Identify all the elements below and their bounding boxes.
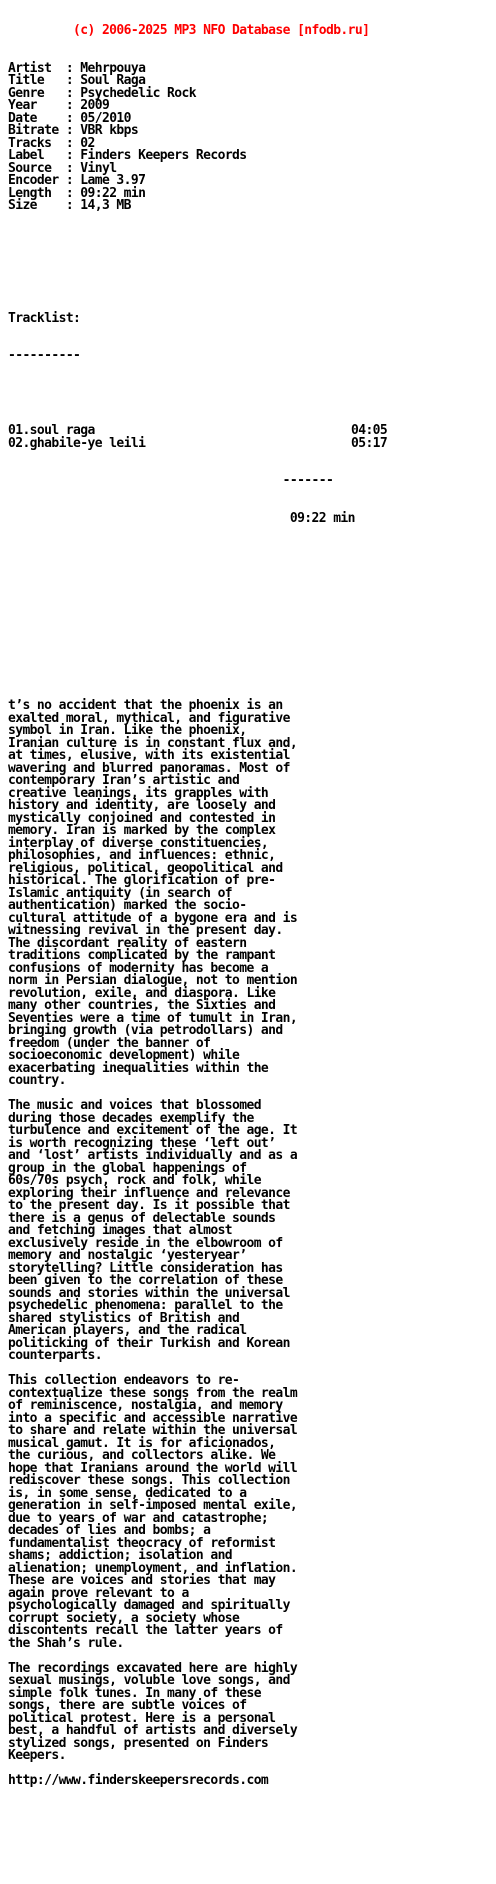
text-line: storytelling? Little consideration has (8, 1260, 283, 1276)
text-line: The discordant reality of eastern (8, 935, 247, 951)
text-line: songs, there are subtle voices of (8, 1698, 247, 1713)
meta-row: Length : 09:22 min (8, 185, 146, 201)
text-line: decades of lies and bombs; a (8, 1523, 211, 1538)
meta-key: Size (8, 198, 66, 213)
text-line: revolution, exile, and diaspora. Like (8, 985, 276, 1001)
text-line: memory and nostalgic ‘yesteryear’ (8, 1248, 247, 1263)
text-line: philosophies, and influences: ethnic, (8, 848, 276, 863)
text-line: exploring their influence and relevance (8, 1185, 290, 1201)
meta-value: Mehrpouya (80, 60, 146, 76)
meta-key: Encoder (8, 173, 66, 188)
text-line: Iranian culture is in constant flux and, (8, 735, 298, 751)
meta-row: Source : Vinyl (8, 160, 117, 176)
meta-key: Bitrate (8, 123, 66, 138)
meta-value: Finders Keepers Records (80, 148, 247, 163)
meta-value: 02 (80, 135, 95, 151)
text-line: Islamic antiquity (in search of (8, 885, 233, 901)
text-line: best, a handful of artists and diversely (8, 1723, 298, 1738)
meta-row: Size : 14,3 MB (8, 198, 131, 213)
text-line: freedom (under the banner of (8, 1035, 211, 1051)
text-line: contextualize these songs from the realm (8, 1385, 298, 1401)
text-line: during those decades exemplify the (8, 1110, 254, 1126)
text-line: politicking of their Turkish and Korean (8, 1335, 290, 1351)
text-line: sexual musings, voluble love songs, and (8, 1673, 290, 1688)
paragraph (8, 1375, 488, 1650)
text-line: generation in self-imposed mental exile, (8, 1498, 298, 1513)
text-line: shared stylistics of British and (8, 1310, 240, 1326)
meta-key: Date (8, 110, 66, 126)
meta-row: Genre : Psychedelic Rock (8, 85, 196, 101)
text-line: Keepers. (8, 1748, 66, 1763)
site-header: (c) 2006-2025 MP3 NFO Database [nfodb.ru] (8, 23, 370, 38)
text-line: historical. The glorification of pre- (8, 873, 276, 888)
text-line: musical gamut. It is for aficionados, (8, 1435, 276, 1451)
meta-row: Bitrate : VBR kbps (8, 123, 139, 138)
text-line: into a specific and accessible narrative (8, 1410, 298, 1426)
text-line: and ‘lost’ artists individually and as a (8, 1148, 298, 1163)
release-notes (8, 700, 488, 1788)
track-time: 04:05 (351, 423, 388, 438)
meta-row: Date : 05/2010 (8, 110, 131, 126)
meta-row: Tracks : 02 (8, 135, 95, 151)
track-time: 05:17 (351, 435, 388, 451)
text-line: corrupt society, a society whose (8, 1610, 240, 1626)
meta-value: Vinyl (80, 160, 117, 176)
text-line: 60s/70s psych, rock and folk, while (8, 1173, 261, 1188)
text-line: This collection endeavors to re- (8, 1373, 240, 1388)
text-line: socioeconomic development) while (8, 1048, 240, 1063)
text-line: norm in Persian dialogue, not to mention (8, 973, 298, 988)
meta-key: Label (8, 148, 66, 163)
text-line: stylized songs, presented on Finders (8, 1735, 269, 1751)
text-line: is worth recognizing these ‘left out’ (8, 1135, 276, 1151)
text-line: interplay of diverse constituencies, (8, 835, 269, 851)
meta-value: Psychedelic Rock (80, 85, 196, 101)
text-line: discontents recall the latter years of (8, 1623, 283, 1638)
meta-value: Lame 3.97 (80, 173, 146, 188)
meta-key: Genre (8, 85, 66, 101)
text-line: sounds and stories within the universal (8, 1285, 290, 1301)
text-line: psychedelic phenomena: parallel to the (8, 1298, 283, 1313)
text-line: symbol in Iran. Like the phoenix, (8, 723, 247, 738)
text-line: and fetching images that almost (8, 1223, 233, 1238)
text-line: exalted moral, mythical, and figurative (8, 710, 290, 726)
text-line: simple folk tunes. In many of these (8, 1685, 261, 1701)
meta-value: 09:22 min (80, 185, 146, 201)
meta-row: Title : Soul Raga (8, 73, 146, 88)
text-line: country. (8, 1073, 66, 1088)
text-line: alienation; unemployment, and inflation. (8, 1560, 298, 1576)
meta-row: Artist : Mehrpouya (8, 60, 146, 76)
text-line: exclusively reside in the elbowroom of (8, 1235, 283, 1251)
text-line: mystically conjoined and contested in (8, 810, 276, 826)
meta-row: Encoder : Lame 3.97 (8, 173, 146, 188)
meta-value: 05/2010 (80, 110, 131, 126)
meta-value: VBR kbps (80, 123, 139, 138)
text-line: http://www.finderskeepersrecords.com (8, 1773, 269, 1788)
total-length: 09:22 min (8, 510, 355, 526)
meta-value: 2009 (80, 98, 110, 113)
text-line: witnessing revival in the present day. (8, 923, 283, 938)
paragraph (8, 1660, 488, 1763)
meta-key: Year (8, 98, 66, 113)
meta-key: Tracks (8, 135, 66, 151)
text-line: many other countries, the Sixties and (8, 998, 276, 1013)
meta-key: Length (8, 185, 66, 201)
meta-key: Title (8, 73, 66, 88)
total-rule: ------- (8, 473, 334, 488)
paragraph (8, 1100, 488, 1363)
text-line: at times, elusive, with its existential (8, 748, 290, 763)
text-line: is, in some sense, dedicated to a (8, 1485, 247, 1501)
text-line: to share and relate within the universal (8, 1423, 298, 1438)
text-line: memory. Iran is marked by the complex (8, 823, 276, 838)
text-line: The recordings excavated here are highly (8, 1660, 298, 1676)
release-meta (8, 60, 488, 213)
text-line: bringing growth (via petrodollars) and (8, 1023, 283, 1038)
text-line: American players, and the radical (8, 1323, 247, 1338)
tracklist-title: Tracklist: (8, 310, 81, 326)
text-line: political protest. Here is a personal (8, 1710, 276, 1726)
meta-value: Soul Raga (80, 73, 146, 88)
text-line: These are voices and stories that may (8, 1573, 276, 1588)
meta-key: Artist (8, 60, 66, 76)
text-line: fundamentalist theocracy of reformist (8, 1535, 276, 1551)
text-line: group in the global happenings of (8, 1160, 247, 1176)
nfo-document (8, 0, 488, 1800)
text-line: to the present day. Is it possible that (8, 1198, 290, 1213)
paragraph (8, 1775, 488, 1788)
text-line: of reminiscence, nostalgia, and memory (8, 1398, 283, 1413)
paragraph (8, 700, 488, 1088)
text-line: been given to the correlation of these (8, 1273, 283, 1288)
text-line: hope that Iranians around the world will (8, 1460, 298, 1476)
meta-value: 14,3 MB (80, 198, 131, 213)
track-row (8, 435, 488, 451)
text-line: again prove relevant to a (8, 1585, 189, 1601)
text-line: contemporary Iran’s artistic and (8, 773, 240, 788)
text-line: exacerbating inequalities within the (8, 1060, 269, 1076)
text-line: authentication) marked the socio- (8, 898, 247, 913)
text-line: psychologically damaged and spiritually (8, 1598, 290, 1613)
track-list (8, 425, 488, 450)
text-line: wavering and blurred panoramas. Most of (8, 760, 290, 776)
text-line: the Shah’s rule. (8, 1635, 124, 1651)
text-line: cultural attitude of a bygone era and is (8, 910, 298, 926)
text-line: history and identity, are loosely and (8, 798, 276, 813)
text-line: The music and voices that blossomed (8, 1098, 261, 1113)
text-line: creative leanings, its grapples with (8, 785, 269, 801)
text-line: Seventies were a time of tumult in Iran, (8, 1010, 298, 1026)
meta-row: Year : 2009 (8, 98, 110, 113)
text-line: counterparts. (8, 1348, 102, 1363)
text-line: turbulence and excitement of the age. It (8, 1123, 298, 1138)
text-line: the curious, and collectors alike. We (8, 1448, 276, 1463)
text-line: there is a genus of delectable sounds (8, 1210, 276, 1226)
text-line: religious, political, geopolitical and (8, 860, 283, 876)
track-name: 01.soul raga (8, 423, 95, 438)
text-line: traditions complicated by the rampant (8, 948, 276, 963)
text-line: shams; addiction; isolation and (8, 1548, 233, 1563)
meta-key: Source (8, 160, 66, 176)
track-name: 02.ghabile-ye leili (8, 435, 146, 451)
text-line: t’s no accident that the phoenix is an (8, 698, 283, 713)
meta-row: Label : Finders Keepers Records (8, 148, 247, 163)
text-line: rediscover these songs. This collection (8, 1473, 290, 1488)
text-line: due to years of war and catastrophe; (8, 1510, 269, 1526)
text-line: confusions of modernity has become a (8, 960, 269, 976)
tracklist-rule: ---------- (8, 348, 81, 363)
